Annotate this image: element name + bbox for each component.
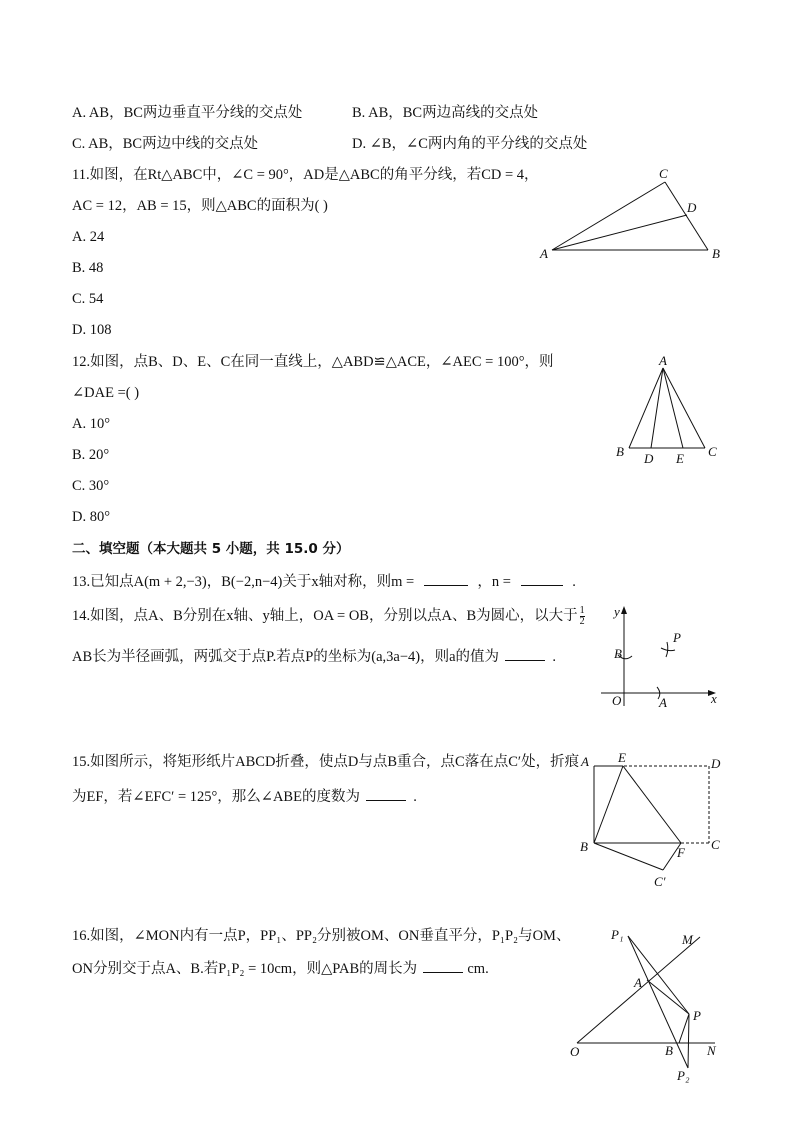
q15-label-c: C [711,837,720,852]
q11-stem-line2: AC = 12，AB = 15，则△ABC的面积为( ) [72,198,328,214]
q14-stem-line2 [72,646,556,666]
q12-side-ab [629,368,663,448]
q16-segment-bp [679,1014,689,1043]
q11-side-cb [665,182,708,250]
q16-stem-line1: 16.如图，∠MON内有一点P，PP₁、PP₂分别被OM、ON垂直平分，P₁P₂与OM、 [72,928,571,944]
q12-side-ac [663,368,705,448]
q16-segment-p-p2 [688,1014,689,1068]
q16-label-p: P [693,1008,701,1023]
q15-stem-line2 [72,786,417,806]
q16-angle-figure [565,922,735,1087]
q10-option-d: D. ∠B，∠C两内角的平分线的交点处 [352,136,588,152]
q15-blank-angle[interactable] [366,786,406,801]
q12-triangle-figure [605,352,735,472]
q11-label-a: A [540,246,548,261]
q13-stem [72,571,576,591]
q14-label-p: P [673,630,681,645]
q14-fraction-denominator: 2 [579,616,585,627]
q10-option-a: A. AB，BC两边垂直平分线的交点处 [72,105,303,121]
q14-text-line1: 14.如图，点A、B分别在x轴、y轴上，OA = OB，分别以点A、B为圆心，以大于 [72,607,578,624]
q16-label-b: B [665,1043,673,1058]
q12-label-a: A [659,353,667,368]
q14-label-a: A [659,695,667,710]
q15-segment-bc-prime [594,843,663,870]
q14-label-b: B [614,646,622,661]
q15-label-b: B [580,839,588,854]
q12-segment-ae [663,368,683,448]
q12-stem-line1: 12.如图，点B、D、E、C在同一直线上，△ABD≌△ACE，∠AEC = 100°，则 [72,354,554,370]
q14-blank-a[interactable] [505,646,545,661]
q16-ray-om [577,937,700,1043]
q12-stem-line2: ∠DAE =( ) [72,385,140,401]
q15-label-a: A [581,754,589,769]
q16-label-p1: P₁ [611,927,624,942]
q15-rectangle-fold-figure [575,748,735,898]
q16-label-a: A [634,975,642,990]
q15-label-d: D [711,756,721,771]
q11-option-b: B. 48 [72,260,104,276]
section-heading-fill-in: 二、填空题（本大题共 5 小题，共 15.0 分） [72,541,350,557]
q12-option-b: B. 20° [72,447,110,463]
q13-blank-n[interactable] [521,571,563,586]
q11-label-b: B [712,246,720,261]
q14-fraction-numerator: 1 [579,605,585,616]
q12-option-a: A. 10° [72,416,111,432]
q14-text-end: . [552,649,556,665]
q14-fraction-half [580,606,585,627]
q12-option-d: D. 80° [72,509,111,525]
q10-option-c: C. AB，BC两边中线的交点处 [72,136,259,152]
q16-label-p2: P₂ [677,1068,690,1083]
q16-label-n: N [707,1043,716,1058]
q12-option-c: C. 30° [72,478,110,494]
q12-segment-ad [651,368,663,448]
q14-text-line2: AB长为半径画弧，两弧交于点P.若点P的坐标为(a,3a−4)，则a的值为 [72,649,500,665]
q15-crease-ef [623,766,681,843]
q12-label-e: E [676,451,684,466]
q12-label-c: C [708,444,717,459]
q12-label-b: B [616,444,624,459]
q14-y-axis-arrow [621,606,627,614]
q16-text-line2b: cm. [467,961,489,977]
q16-text-line2a: ON分别交于点A、B.若P₁P₂ = 10cm，则△PAB的周长为 [72,961,418,977]
q15-label-e: E [618,750,626,765]
q16-segment-ap [647,980,689,1014]
q11-label-c: C [659,166,668,181]
q14-coordinate-figure [595,600,725,710]
q15-text-line2: 为EF，若∠EFC′ = 125°，那么∠ABE的度数为 [72,789,360,805]
q15-segment-be [594,766,623,843]
q15-stem-line1: 15.如图所示，将矩形纸片ABCD折叠，使点D与点B重合，点C落在点C′处，折痕 [72,754,580,770]
q13-blank-m[interactable] [424,571,468,586]
q15-label-f: F [677,845,685,860]
q16-blank-perimeter[interactable] [423,958,463,973]
q11-side-ac [552,182,665,250]
q11-bisector-ad [552,215,687,250]
q16-stem-line2 [72,958,489,978]
q13-text-mid: ，n = [477,574,511,590]
q11-option-d: D. 108 [72,322,112,338]
q14-label-x: x [711,691,717,706]
q11-stem-line1: 11.如图，在Rt△ABC中，∠C = 90°，AD是△ABC的角平分线，若CD = 4， [72,167,539,183]
q14-arc-p-2 [666,642,668,657]
q14-label-o: O [612,693,622,708]
q13-text: 13.已知点A(m + 2,−3)，B(−2,n−4)关于x轴对称，则m = [72,574,415,590]
q11-label-d: D [687,200,697,215]
q11-option-c: C. 54 [72,291,104,307]
q16-label-m: M [682,932,693,947]
q12-label-d: D [644,451,654,466]
q11-option-a: A. 24 [72,229,105,245]
q15-text-end: . [413,789,417,805]
q10-option-b: B. AB，BC两边高线的交点处 [352,105,539,121]
q15-label-c-prime: C′ [654,874,666,889]
q16-label-o: O [570,1044,580,1059]
q13-text-end: . [572,574,576,590]
q14-stem-line1 [72,606,585,627]
q11-triangle-figure [530,160,730,270]
q14-label-y: y [614,604,620,619]
